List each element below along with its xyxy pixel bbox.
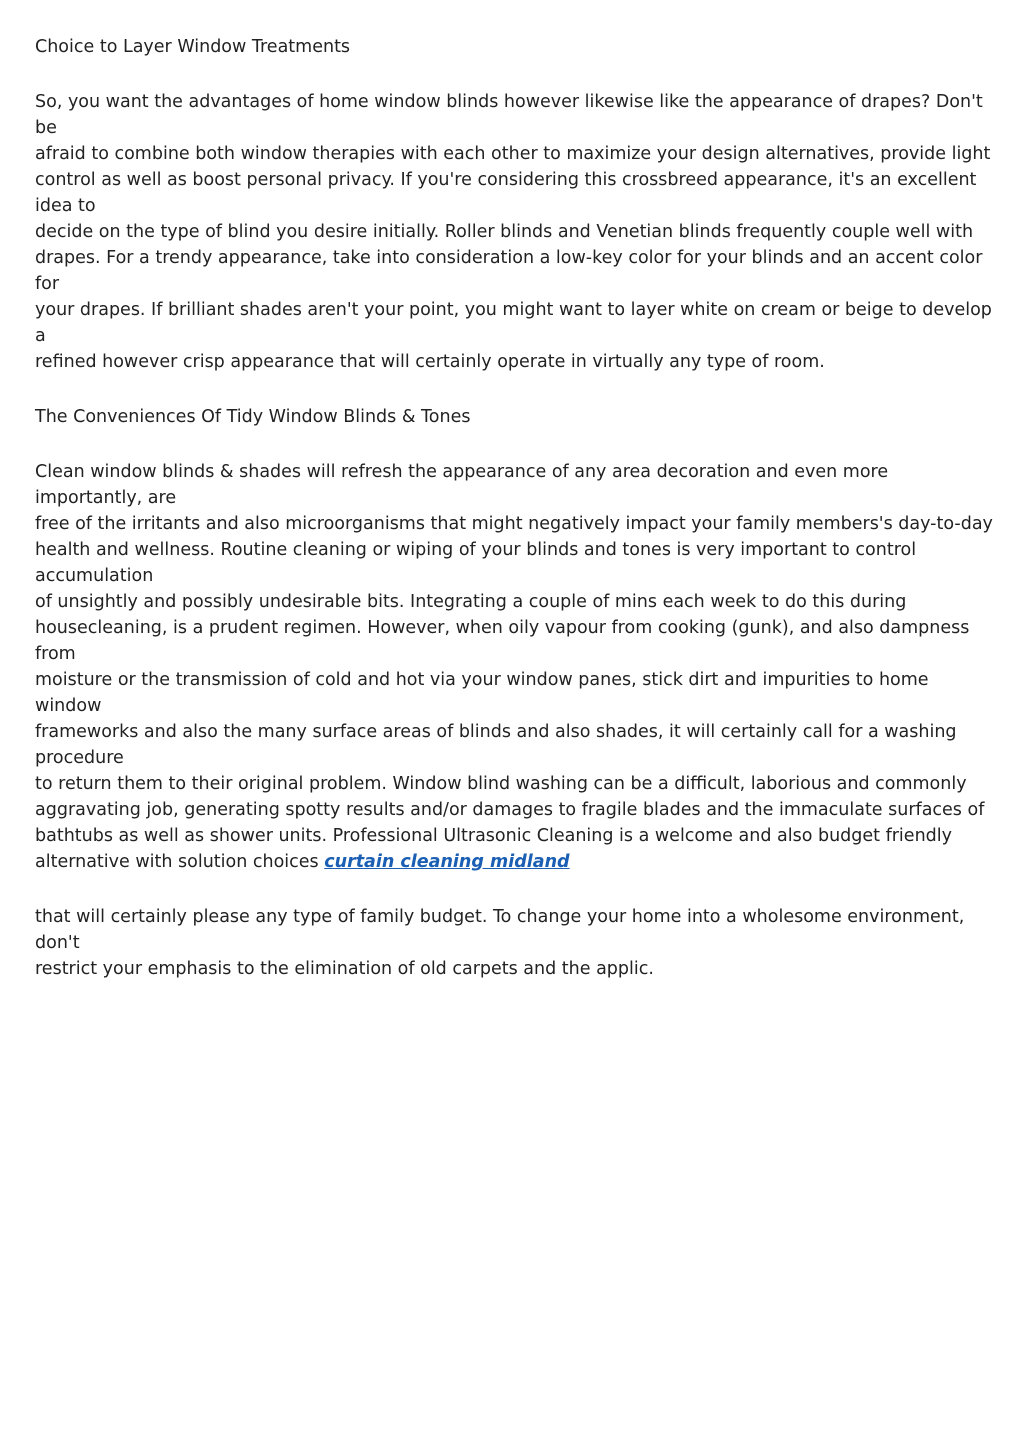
paragraph-layering: So, you want the advantages of home window blinds however likewise like the appearance of drapes? Don't be afraid to combine both window therapies with each other to maximize your design alternatives, provide light control as well as boost personal privacy. If you're considering this crossbreed appearance, it's an excellent idea to decide on the type of blind you desire initially. Roller blinds and Venetian blinds frequently couple well with drapes. For a trendy appearance, take into consideration a low-key color for your blinds and an accent color for your drapes. If brilliant shades aren't your point, you might want to layer white on cream or beige to develop a refined however crisp appearance that will certainly operate in virtually any type of room. [35,92,992,372]
paragraph-cleaning [35,459,995,875]
document-page [35,34,995,1011]
section-heading-layer-window-treatments: Choice to Layer Window Treatments [35,37,351,57]
paragraph-cleaning-text: Clean window blinds & shades will refresh the appearance of any area decoration and even more importantly, are free of the irritants and also microorganisms that might negatively impact your family members's day-to-day health and wellness. Routine cleaning or wiping of your blinds and tones is very important to control accumulation of unsightly and possibly undesirable bits. Integrating a couple of mins each week to do this during housecleaning, is a prudent regimen. However, when oily vapour from cooking (gunk), and also dampness from moisture or the transmission of cold and hot via your window panes, stick dirt and impurities to home window frameworks and also the many surface areas of blinds and also shades, it will certainly call for a washing procedure to return them to their original problem. Window blind washing can be a difficult, laborious and commonly aggravating job, generating spotty results and/or damages to fragile blades and the immaculate surfaces of bathtubs as well as shower units. Professional Ultrasonic Cleaning is a welcome and also budget friendly alternative with solution choices [35,462,993,872]
curtain-cleaning-link[interactable]: curtain cleaning midland [324,852,570,872]
paragraph-budget: that will certainly please any type of family budget. To change your home into a wholesome environment, don't restrict your emphasis to the elimination of old carpets and the applic. [35,907,965,979]
section-heading-tidy-blinds: The Conveniences Of Tidy Window Blinds & Tones [35,407,471,427]
